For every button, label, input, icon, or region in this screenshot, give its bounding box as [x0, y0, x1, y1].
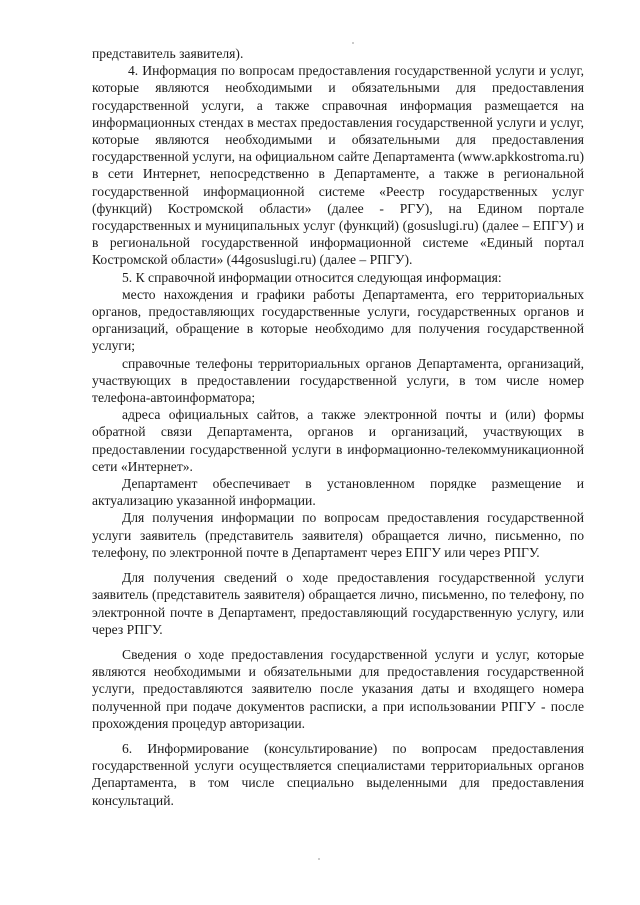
paragraph-progress-info: Для получения сведений о ходе предоставления государственной услуги заявитель (представитель заявителя) обращается лично, письменно, по телефону, по электронной почте в Департамент, предоставляющий государственную услугу, или через РПГУ.: [92, 570, 584, 637]
paragraph-section-6: 6. Информирование (консультирование) по вопросам предоставления государственной услуги осуществляется специалистами территориальных органов Департамента, в том числе специально выделенными для предоставления консультаций.: [92, 740, 584, 808]
paragraph-location-info: место нахождения и графики работы Департамента, его территориальных органов, предоставляющих государственные услуги, государственных органов и организаций, обращение в которые необходимо для получения государственной услуги;: [92, 286, 584, 354]
paragraph-section-4: 4. Информация по вопросам предоставления государственной услуги и услуг, которые являются необходимыми и обязательными для предоставления государственной услуги, а также справочная информация размещается на информационных стендах в местах предоставления государственной услуги и услуг, которые являются необходимыми и обязательными для предоставления государственной услуги, на официальном сайте Департамента (www.apkkostroma.ru) в сети Интернет, непосредственно в Департаменте, а также в региональной государственной информационной системе «Реестр государственных услуг (функций) Костромской области» (далее - РГУ), на Едином портале государственных и муниципальных услуг (функций) (gosuslugi.ru) (далее – ЕПГУ) и в региональной государственной информационной системе «Единый портал Костромской области» (44gosuslugi.ru) (далее – РПГУ).: [92, 63, 584, 268]
scan-speck: [318, 858, 320, 860]
paragraph-section-5: 5. К справочной информации относится следующая информация:: [122, 269, 502, 285]
document-page: [92, 45, 584, 809]
paragraph-obtaining-info: Для получения информации по вопросам предоставления государственной услуги заявитель (представитель заявителя) обращается лично, письменно, по телефону, по электронной почте в Департамент через ЕПГУ или через РПГУ.: [92, 510, 584, 560]
paragraph-department-duty: Департамент обеспечивает в установленном порядке размещение и актуализацию указанной информации.: [92, 476, 584, 509]
paragraph-website-info: адреса официальных сайтов, а также электронной почты и (или) формы обратной связи Департамента, органов и организаций, участвующих в предоставлении государственной услуги в информационно-телекоммуникационной сети «Интернет».: [92, 407, 584, 474]
scan-speck: [352, 42, 354, 44]
paragraph-continuation: представитель заявителя).: [92, 46, 244, 61]
paragraph-phone-info: справочные телефоны территориальных органов Департамента, организаций, участвующих в предоставлении государственной услуги, в том числе номер телефона-автоинформатора;: [92, 355, 584, 406]
paragraph-progress-details: Сведения о ходе предоставления государственной услуги и услуг, которые являются необходимыми и обязательными для предоставления государственной услуги, предоставляются заявителю после указания даты и входящего номера полученной при подаче документов расписки, а при использовании РПГУ - после прохождения процедур авторизации.: [92, 646, 584, 731]
